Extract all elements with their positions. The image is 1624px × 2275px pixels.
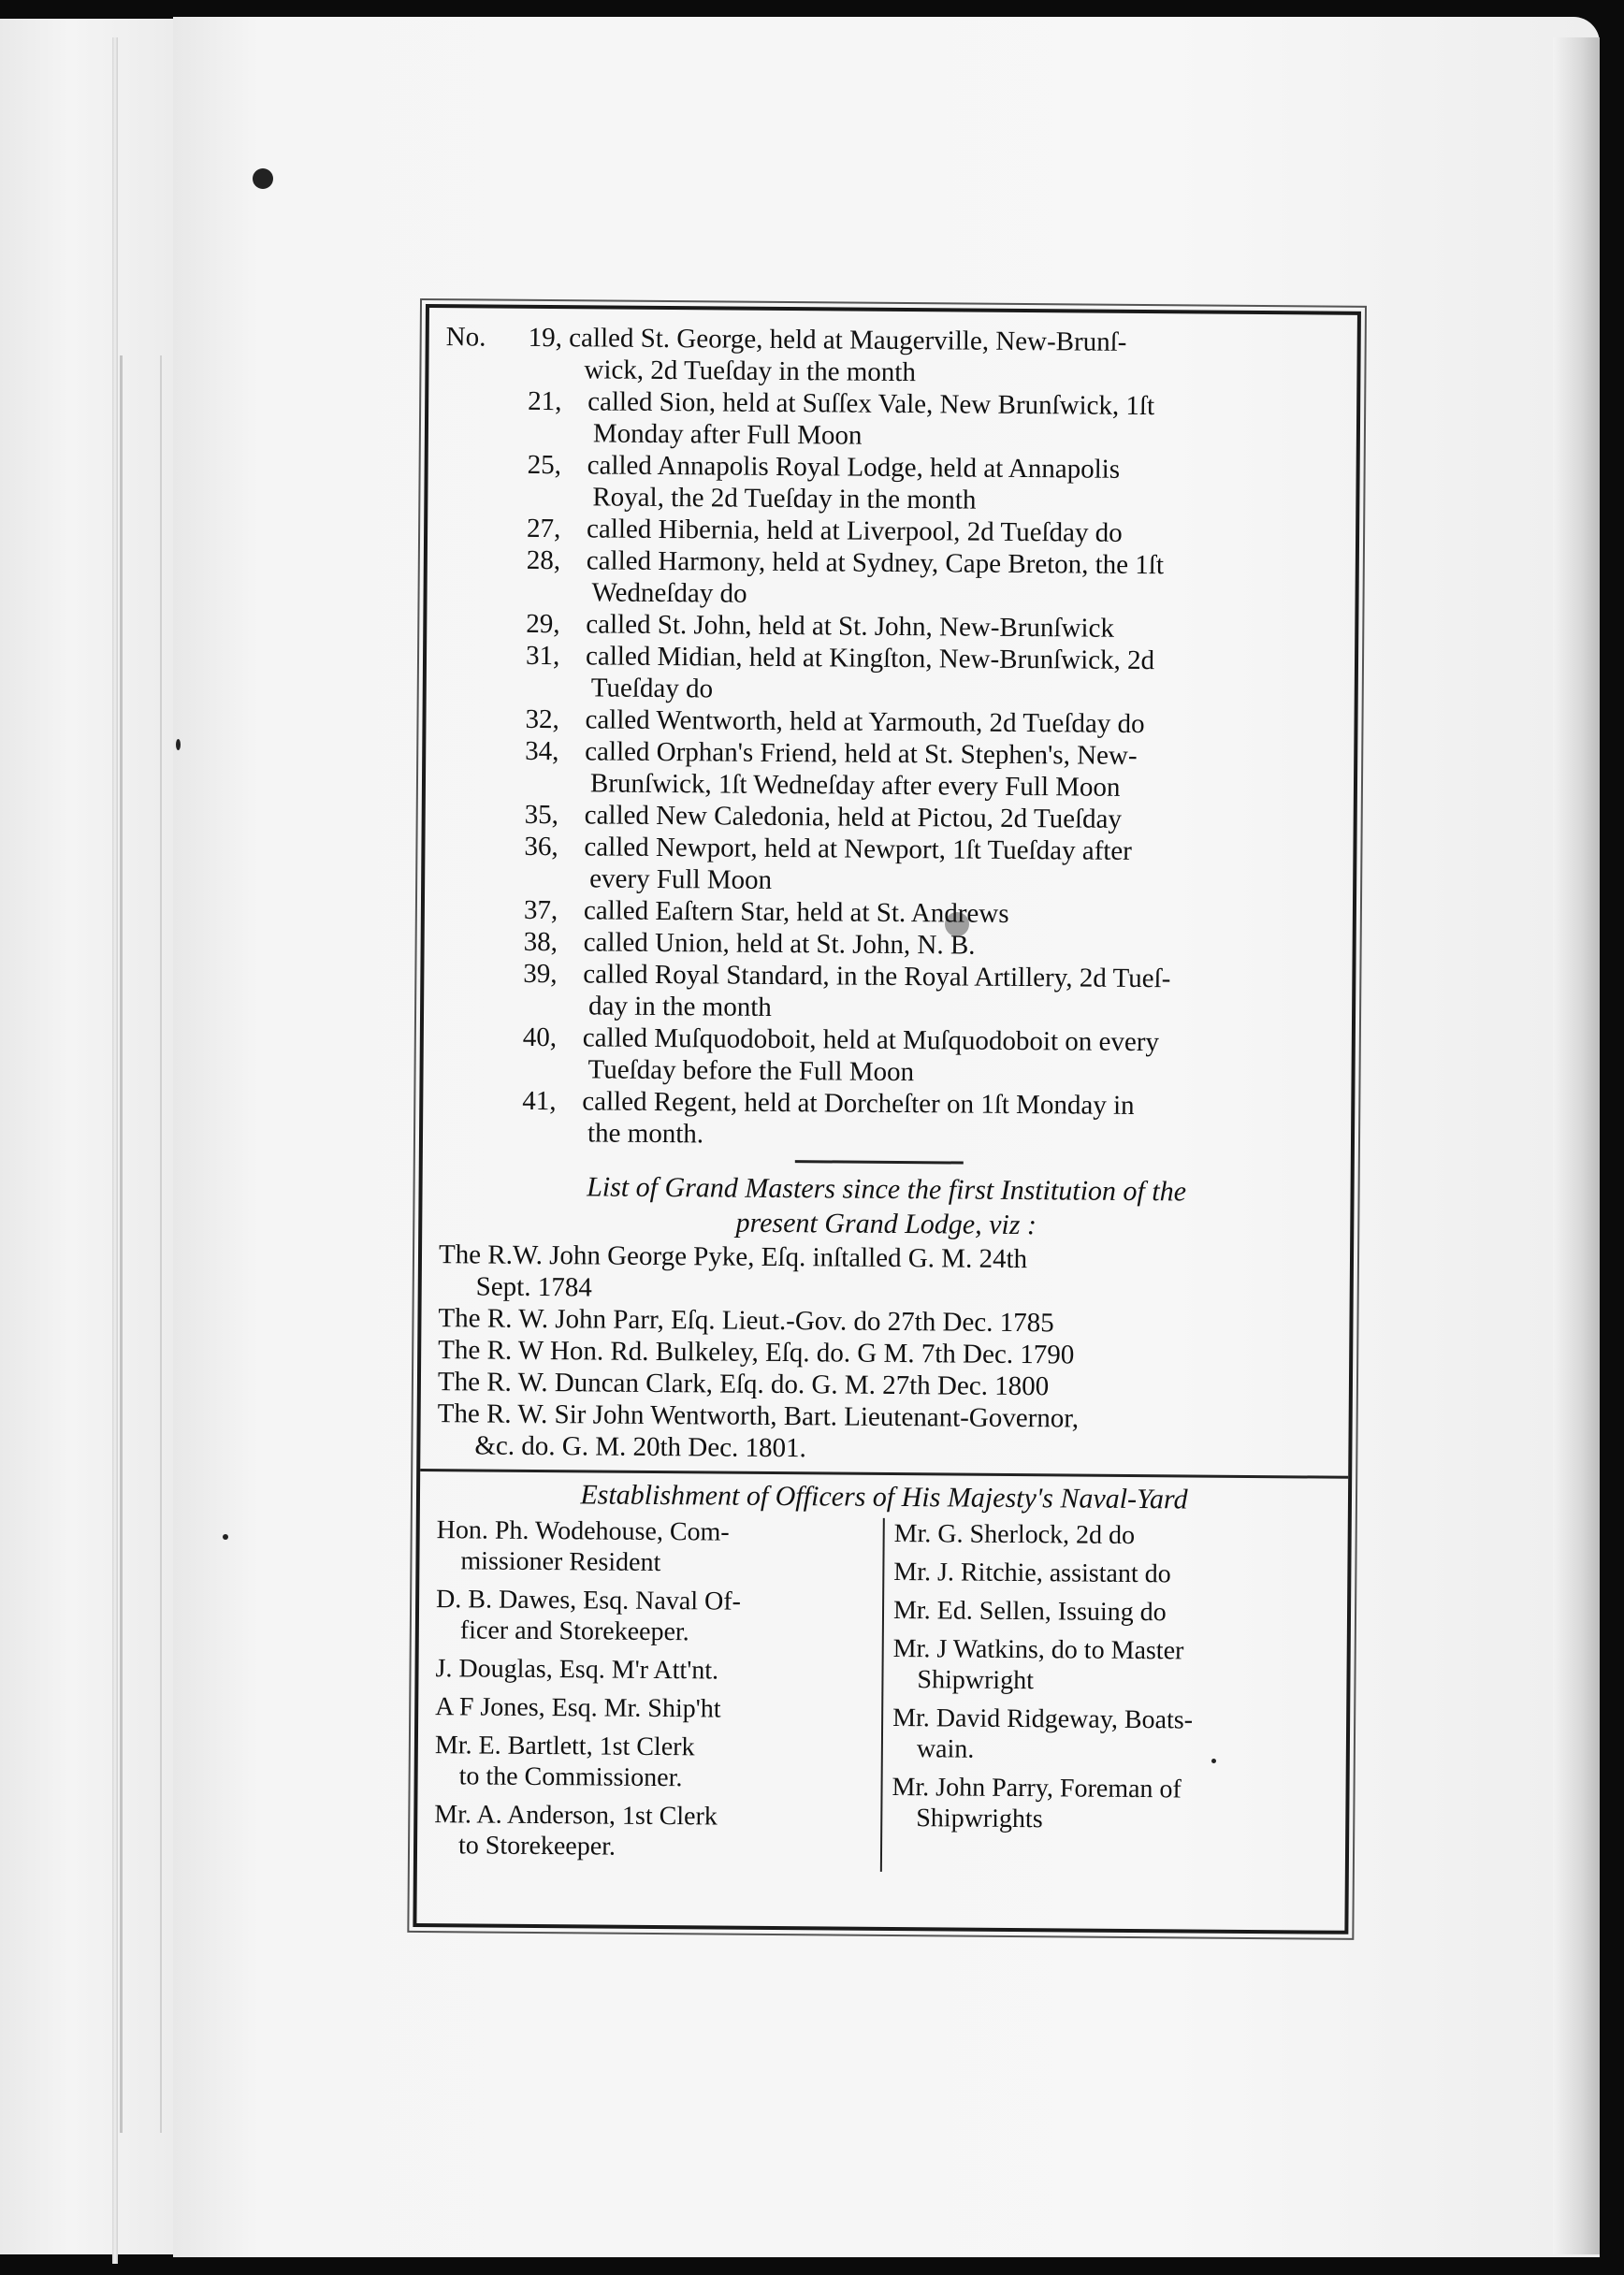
lodge-number: 35, xyxy=(524,799,559,831)
lodge-continuation: wick, 2d Tueſday in the month xyxy=(584,355,917,388)
lodge-text: called Regent, held at Dorcheſter on 1ſt Monday in xyxy=(582,1086,1135,1121)
officer-continuation: ficer and Storekeeper. xyxy=(459,1616,689,1647)
lodge-text: called Midian, held at Kingſton, New-Brunſwick, 2d xyxy=(585,641,1155,676)
lodge-continuation: Wedneſday do xyxy=(591,577,747,609)
lodge-entry xyxy=(442,830,1337,901)
officer-continuation: wain. xyxy=(916,1734,975,1764)
officer-line: J. Douglas, Esq. M'r Att'nt. xyxy=(435,1654,719,1686)
lodge-entry xyxy=(440,1084,1335,1155)
lodge-number: 38, xyxy=(523,926,558,958)
lodge-number: 39, xyxy=(523,958,558,990)
grand-master-line: The R. W. John Parr, Eſq. Lieut.-Gov. do 27th Dec. 1785 xyxy=(438,1303,1054,1339)
officer-line: Mr. J. Ritchie, assistant do xyxy=(893,1557,1171,1589)
lodge-text: called Annapolis Royal Lodge, held at Annapolis xyxy=(587,450,1121,485)
officer-line: Mr. G. Sherlock, 2d do xyxy=(893,1518,1136,1550)
officer-continuation: to the Commissioner. xyxy=(458,1761,683,1793)
lodge-text: called Orphan's Friend, held at St. Stephen's, New- xyxy=(585,736,1138,771)
lodge-text: called Wentworth, held at Yarmouth, 2d Tueſday do xyxy=(585,704,1145,740)
grand-master-line: The R. W Hon. Rd. Bulkeley, Eſq. do. G M. 7th Dec. 1790 xyxy=(438,1335,1075,1370)
officer-continuation: missioner Resident xyxy=(460,1546,661,1578)
lodge-continuation: every Full Moon xyxy=(589,863,773,895)
lodge-continuation: the month. xyxy=(587,1118,704,1150)
section-rule xyxy=(795,1160,964,1164)
lodge-text: called St. George, held at Maugerville, New-Brunſ- xyxy=(569,323,1127,357)
officer-line: Mr. A. Anderson, 1st Clerk xyxy=(434,1800,718,1832)
officer-entry xyxy=(435,1653,872,1688)
lodge-text: called Royal Standard, in the Royal Artillery, 2d Tueſ- xyxy=(583,959,1171,994)
lodge-number: 19, xyxy=(528,322,563,354)
officer-line: Mr. E. Bartlett, 1st Clerk xyxy=(434,1731,695,1762)
officer-continuation: Shipwright xyxy=(917,1665,1035,1696)
lodge-number: 31, xyxy=(525,640,560,672)
officer-line: D. B. Dawes, Esq. Naval Of- xyxy=(436,1585,742,1616)
officers-table xyxy=(434,1514,1331,1875)
officer-entry xyxy=(894,1518,1331,1553)
lodge-number: 40, xyxy=(522,1022,558,1053)
officer-line: Mr. Ed. Sellen, Issuing do xyxy=(892,1595,1167,1628)
grand-master-entry xyxy=(437,1398,1332,1469)
grand-master-continuation: Sept. 1784 xyxy=(475,1271,592,1303)
lodge-text: called Union, held at St. John, N. B. xyxy=(583,927,976,961)
page-edge xyxy=(1553,37,1600,2254)
lodge-text: called St. John, held at St. John, New-Brunſwick xyxy=(586,609,1115,644)
naval-yard-heading: Establishment of Officers of His Majesty's Naval-Yard xyxy=(580,1479,1188,1515)
officer-entry xyxy=(892,1703,1330,1768)
officer-continuation: Shipwrights xyxy=(916,1804,1043,1834)
officer-entry xyxy=(436,1514,874,1580)
officers-left-column xyxy=(434,1514,885,1872)
lodge-number: 27, xyxy=(526,513,561,544)
lodge-text: called Eaſtern Star, held at St. Andrews xyxy=(583,895,1009,929)
officer-line: Mr. David Ridgeway, Boats- xyxy=(892,1703,1194,1735)
lodge-entry xyxy=(440,1021,1335,1092)
lodge-text: called Harmony, held at Sydney, Cape Breton, the 1ſt xyxy=(586,545,1165,581)
officer-entry xyxy=(435,1730,873,1795)
lodge-continuation: Monday after Full Moon xyxy=(592,418,863,451)
lodge-text: called New Caledonia, held at Pictou, 2d Tueſday xyxy=(584,800,1123,834)
lodge-entry xyxy=(445,321,1341,392)
lodge-continuation: Royal, the 2d Tueſday in the month xyxy=(592,482,977,515)
lodge-text: called Hibernia, held at Liverpool, 2d Tueſday do xyxy=(586,514,1123,548)
grand-masters-list xyxy=(437,1239,1333,1469)
officer-continuation: to Storekeeper. xyxy=(457,1831,616,1862)
page-fold xyxy=(112,37,118,2264)
lodge-number: 21, xyxy=(528,385,562,417)
printed-text-box xyxy=(413,304,1361,1934)
section-rule xyxy=(420,1469,1348,1479)
ink-speck xyxy=(253,168,273,189)
lodge-number: 32, xyxy=(525,703,559,735)
lodge-number: 36, xyxy=(524,831,558,862)
grand-masters-heading: List of Grand Masters since the first Institution of the xyxy=(587,1171,1187,1208)
lodge-number: 34, xyxy=(525,735,559,767)
grand-master-entry xyxy=(439,1239,1334,1310)
lodge-number: 41, xyxy=(522,1085,557,1117)
lodge-prefix: No. xyxy=(445,322,486,353)
officer-entry xyxy=(893,1595,1330,1630)
lodge-continuation: Brunſwick, 1ſt Wedneſday after every Full Moon xyxy=(589,768,1121,803)
officer-entry xyxy=(435,1691,872,1726)
lodge-continuation: Tueſday do xyxy=(590,673,714,704)
lodge-entry xyxy=(441,957,1336,1028)
lodge-entry xyxy=(443,639,1339,710)
lodge-entry xyxy=(444,448,1340,519)
lodge-entry xyxy=(445,384,1341,456)
grand-master-continuation: &c. do. G. M. 20th Dec. 1801. xyxy=(474,1430,806,1464)
grand-master-line: The R. W. Sir John Wentworth, Bart. Lieutenant-Governor, xyxy=(437,1398,1080,1434)
lodge-number: 29, xyxy=(526,608,560,640)
lodge-entry xyxy=(443,543,1339,615)
ink-speck xyxy=(223,1534,228,1540)
grand-master-line: The R. W. Duncan Clark, Eſq. do. G. M. 27th Dec. 1800 xyxy=(437,1367,1050,1402)
binding-thread xyxy=(120,355,162,2133)
grand-masters-subheading: present Grand Lodge, viz : xyxy=(735,1207,1037,1241)
officer-entry xyxy=(892,1772,1329,1837)
ink-speck xyxy=(176,739,181,750)
lodge-number: 28, xyxy=(526,544,561,576)
lodge-items xyxy=(440,384,1340,1154)
officer-entry xyxy=(434,1799,872,1864)
officer-line: Mr. John Parry, Foreman of xyxy=(892,1772,1182,1804)
officer-line: A F Jones, Esq. Mr. Ship'ht xyxy=(435,1692,721,1724)
lodge-number: 37, xyxy=(523,894,558,926)
lodge-text: called Newport, held at Newport, 1ſt Tueſday after xyxy=(584,832,1133,866)
lodge-text: called Muſquodoboit, held at Muſquodoboit on every xyxy=(582,1022,1160,1058)
officers-right-column xyxy=(882,1518,1331,1876)
officer-line: Mr. J Watkins, do to Master xyxy=(892,1633,1184,1666)
lodge-continuation: Tueſday before the Full Moon xyxy=(587,1054,915,1088)
lodge-entry xyxy=(442,734,1338,805)
grand-master-line: The R.W. John George Pyke, Eſq. inſtalled G. M. 24th xyxy=(438,1239,1028,1275)
officer-line: Hon. Ph. Wodehouse, Com- xyxy=(436,1515,730,1547)
lodge-text: called Sion, held at Suſſex Vale, New Brunſwick, 1ſt xyxy=(587,386,1155,422)
lodge-continuation: day in the month xyxy=(587,991,772,1022)
lodge-number: 25, xyxy=(527,449,562,481)
lodge-list xyxy=(440,321,1341,1154)
officer-entry xyxy=(893,1557,1330,1591)
officer-entry xyxy=(892,1633,1330,1699)
officer-entry xyxy=(436,1584,874,1649)
